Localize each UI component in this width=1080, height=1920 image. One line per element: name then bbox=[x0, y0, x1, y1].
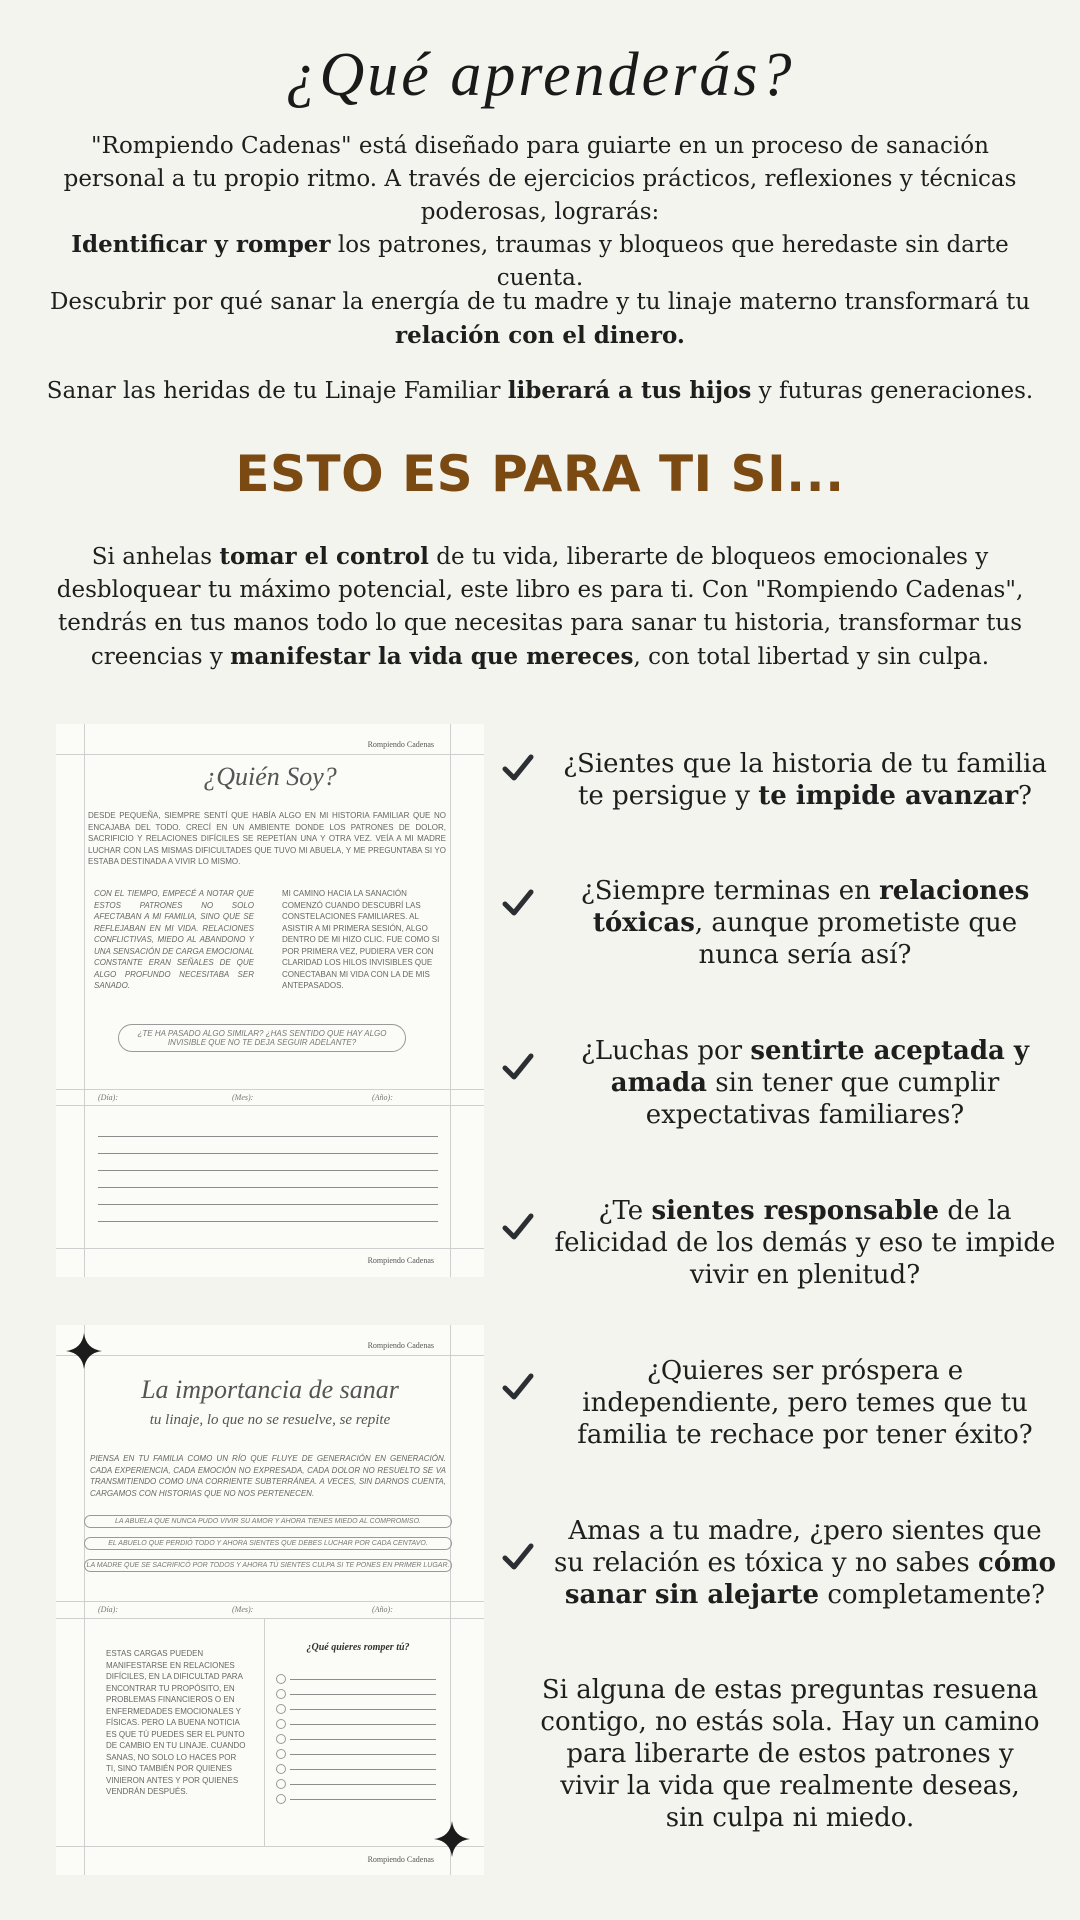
page-pill-1: LA ABUELA QUE NUNCA PUDO VIVIR SU AMOR Y AHORA TIENES MIEDO AL COMPROMISO. bbox=[84, 1515, 452, 1528]
page-pill-2: EL ABUELO QUE PERDIÓ TODO Y AHORA SIENTES QUE DEBES LUCHAR POR CADA CENTAVO. bbox=[84, 1537, 452, 1550]
benefit-1 bbox=[40, 228, 1040, 295]
checkmark-icon bbox=[500, 885, 536, 925]
page-paragraph: DESDE PEQUEÑA, SIEMPRE SENTÍ QUE HABÍA ALGO EN MI HISTORIA FAMILIAR QUE NO ENCAJABA DEL TODO. CRECÍ EN UN AMBIENTE DONDE LOS PATRONES DE DOLOR, SACRIFICIO Y RELACIONES DIFÍCILES SE REPETÍAN UNA Y OTRA VEZ. VEÍA A MI MADRE LUCHAR CON LAS MISMAS DIFICULTADES QUE TUVO MI ABUELA, Y ME PREGUNTABA SI YO ESTABA DESTINADA A VIVIR LO MISMO. bbox=[88, 811, 446, 866]
question-text-c: completamente? bbox=[819, 1580, 1046, 1610]
checkmark-icon bbox=[500, 750, 536, 790]
intro-paragraph: "Rompiendo Cadenas" está diseñado para guiarte en un proceso de sanación personal a tu propio ritmo. A través de ejercicios prácticos, reflexiones y técnicas poderosas, lograrás: bbox=[63, 133, 1017, 225]
benefit-1-text: los patrones, traumas y bloqueos que heredaste sin darte cuenta. bbox=[330, 232, 1009, 291]
sparkle-icon bbox=[434, 1821, 470, 1862]
section-paragraph bbox=[40, 540, 1040, 674]
page-brand-bottom: Rompiendo Cadenas bbox=[367, 1855, 434, 1864]
question-text-bold: sientes responsable bbox=[651, 1196, 940, 1226]
benefit-3-pre: Sanar las heridas de tu Linaje Familiar bbox=[46, 378, 508, 404]
page-right-column: MI CAMINO HACIA LA SANACIÓN COMENZÓ CUANDO DESCUBRÍ LAS CONSTELACIONES FAMILIARES. AL ASISTIR A MI PRIMERA SESIÓN, ALGO DENTRO DE MI HIZO CLIC. FUE COMO SI POR PRIMERA VEZ, PUDIERA VER CON CLARIDAD LOS HILOS INVISIBLES QUE CONECTABAN MI VIDA CON LA DE MIS ANTEPASADOS. bbox=[282, 889, 440, 990]
page-title: ¿Qué aprenderás? bbox=[285, 41, 795, 109]
page-subheading: tu linaje, lo que no se resuelve, se repite bbox=[149, 1412, 391, 1428]
question-text-a: Amas a tu madre, ¿pero sientes que su relación es tóxica y no sabes bbox=[553, 1516, 1042, 1578]
workbook-page-quien-soy bbox=[56, 724, 484, 1277]
question-text-bold: te impide avanzar bbox=[758, 781, 1019, 811]
benefit-3-bold: liberará a tus hijos bbox=[507, 377, 752, 404]
checkmark-icon bbox=[500, 1369, 536, 1409]
question-text-a: ¿Quieres ser próspera e independiente, pero temes que tu familia te rechace por tener éxito? bbox=[577, 1356, 1033, 1450]
benefit-2-bold: relación con el dinero. bbox=[395, 322, 685, 349]
workbook-page-importancia bbox=[56, 1325, 484, 1875]
section-bold-1: tomar el control bbox=[219, 543, 429, 570]
section-text-2: de tu vida, liberarte de bloqueos emocionales y desbloquear tu máximo potencial, este libro es para ti. Con "Rompiendo Cadenas", tendrás en tus manos todo lo que necesitas para sanar tu historia, transformar tus creencias y bbox=[56, 544, 1024, 670]
date-label-month: (Mes): bbox=[232, 1093, 254, 1102]
page-right-title: ¿Qué quieres romper tú? bbox=[306, 1642, 410, 1653]
question-text-c: de la felicidad de los demás y eso te impide vivir en plenitud? bbox=[554, 1196, 1056, 1290]
benefit-1-bold: Identificar y romper bbox=[71, 231, 331, 258]
question-text-a: ¿Luchas por bbox=[580, 1036, 751, 1066]
question-text bbox=[550, 1515, 1060, 1611]
benefit-2 bbox=[40, 286, 1040, 353]
question-text-a: ¿Siempre terminas en bbox=[580, 876, 880, 906]
checkmark-icon bbox=[500, 1539, 536, 1579]
section-text-1: Si anhelas bbox=[91, 544, 220, 570]
page-brand: Rompiendo Cadenas bbox=[367, 1341, 434, 1350]
date-label-year: (Año): bbox=[372, 1093, 393, 1102]
benefit-2-text: Descubrir por qué sanar la energía de tu madre y tu linaje materno transformará tu bbox=[49, 289, 1031, 315]
page-brand-bottom: Rompiendo Cadenas bbox=[367, 1256, 434, 1265]
question-text bbox=[550, 1195, 1060, 1291]
page-paragraph: PIENSA EN TU FAMILIA COMO UN RÍO QUE FLUYE DE GENERACIÓN EN GENERACIÓN. CADA EXPERIENCIA, CADA EMOCIÓN NO EXPRESADA, CADA DOLOR NO RESUELTO SE VA TRANSMITIENDO COMO UNA CORRIENTE SUBTERRÁNEA. A VECES, SIN DARNOS CUENTA, CARGAMOS CON HISTORIAS QUE NO NOS PERTENECEN. bbox=[90, 1454, 446, 1498]
question-text-bold: sentirte aceptada y amada bbox=[610, 1036, 1030, 1098]
closing-paragraph: Si alguna de estas preguntas resuena contigo, no estás sola. Hay un camino para liberarte de estos patrones y vivir la vida que realmente deseas, sin culpa ni miedo. bbox=[540, 1675, 1040, 1833]
question-text-c: sin tener que cumplir expectativas familiares? bbox=[645, 1068, 1000, 1130]
page-prompt-pill: ¿TE HA PASADO ALGO SIMILAR? ¿HAS SENTIDO QUE HAY ALGO INVISIBLE QUE NO TE DEJA SEGUIR ADELANTE? bbox=[118, 1024, 406, 1052]
date-label-year: (Año): bbox=[372, 1605, 393, 1614]
checkmark-icon bbox=[500, 1209, 536, 1249]
benefit-3-post: y futuras generaciones. bbox=[751, 378, 1034, 404]
page-heading: La importancia de sanar bbox=[141, 1375, 399, 1404]
question-text bbox=[550, 875, 1060, 971]
page-brand: Rompiendo Cadenas bbox=[367, 740, 434, 749]
page-left-text: ESTAS CARGAS PUEDEN MANIFESTARSE EN RELACIONES DIFÍCILES, EN LA DIFICULTAD PARA ENCONTRAR TU PROPÓSITO, EN PROBLEMAS FINANCIEROS O EN ENFERMEDADES EMOCIONALES Y FÍSICAS. PERO LA BUENA NOTICIA ES QUE TÚ PUEDES SER EL PUNTO DE CAMBIO EN TU LINAJE. CUANDO SANAS, NO SOLO LO HACES POR TI, SINO TAMBIÉN POR QUIENES VINIERON ANTES Y POR QUIENES VENDRÁN DESPUÉS. bbox=[106, 1649, 246, 1796]
checkmark-icon bbox=[500, 1049, 536, 1089]
question-text-c: , aunque prometiste que nunca sería así? bbox=[694, 908, 1018, 970]
question-text-a: ¿Sientes que la historia de tu familia te persigue y bbox=[563, 749, 1047, 811]
page-left-column: CON EL TIEMPO, EMPECÉ A NOTAR QUE ESTOS PATRONES NO SOLO AFECTABAN A MI FAMILIA, SINO QUE SE REFLEJABAN EN MI VIDA. RELACIONES CONFLICTIVAS, MIEDO AL ABANDONO Y UNA SENSACIÓN DE CARGA EMOCIONAL CONSTANTE ERAN SEÑALES DE QUE ALGO PROFUNDO NECESITABA SER SANADO. bbox=[94, 889, 254, 990]
date-label-day: (Día): bbox=[98, 1093, 118, 1102]
question-text bbox=[550, 748, 1060, 812]
question-text-a: ¿Te bbox=[598, 1196, 652, 1226]
section-heading: ESTO ES PARA TI SI... bbox=[235, 445, 845, 503]
benefit-3 bbox=[40, 374, 1040, 408]
section-text-3: , con total libertad y sin culpa. bbox=[633, 644, 990, 670]
question-text bbox=[550, 1035, 1060, 1131]
date-label-day: (Día): bbox=[98, 1605, 118, 1614]
question-text-c: ? bbox=[1018, 781, 1032, 811]
question-text bbox=[550, 1355, 1060, 1451]
section-bold-2: manifestar la vida que mereces bbox=[230, 643, 634, 670]
question-text-bold: relaciones tóxicas bbox=[592, 876, 1030, 938]
page-pill-3: LA MADRE QUE SE SACRIFICÓ POR TODOS Y AHORA TÚ SIENTES CULPA SI TE PONES EN PRIMER LUGAR. bbox=[84, 1559, 452, 1572]
page-heading: ¿Quién Soy? bbox=[203, 762, 337, 791]
question-text-bold: cómo sanar sin alejarte bbox=[564, 1548, 1057, 1610]
sparkle-icon bbox=[66, 1333, 102, 1374]
date-label-month: (Mes): bbox=[232, 1605, 254, 1614]
